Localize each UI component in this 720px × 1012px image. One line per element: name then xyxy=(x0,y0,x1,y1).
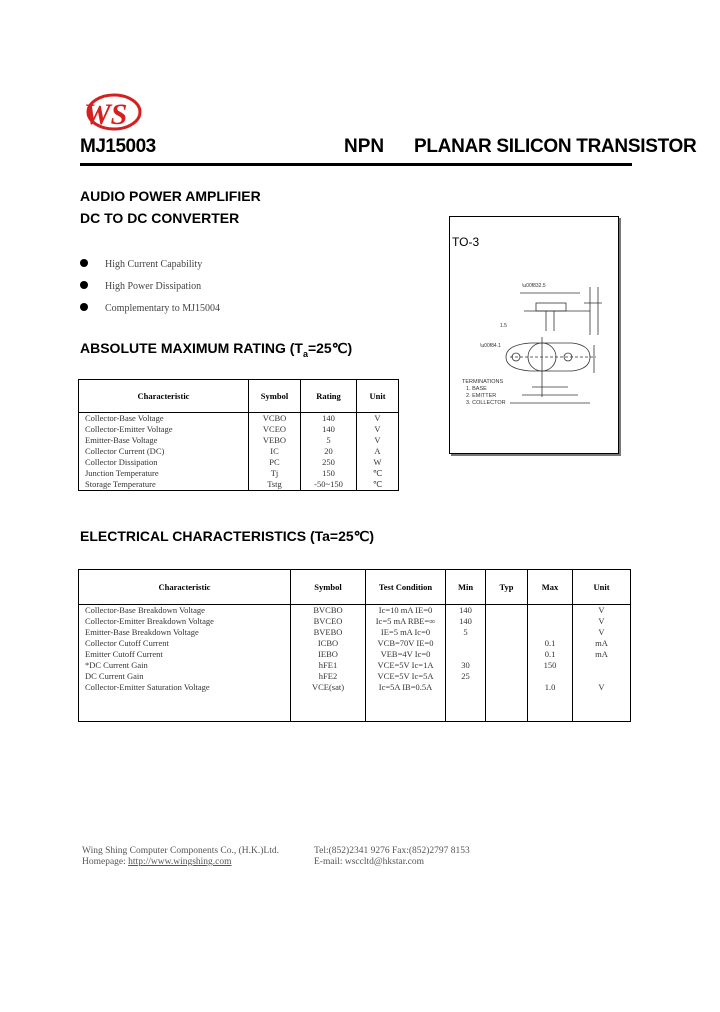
application-1: AUDIO POWER AMPLIFIER xyxy=(80,188,261,204)
package-name: TO-3 xyxy=(452,235,480,249)
termination-item: 2. EMITTER xyxy=(466,393,497,399)
footer-tel-fax: Tel:(852)2341 9276 Fax:(852)2797 8153 xyxy=(314,846,470,856)
polarity: NPN xyxy=(344,136,385,157)
table-header-row xyxy=(79,380,399,413)
feature-list xyxy=(80,256,220,322)
homepage-label: Homepage: xyxy=(82,857,126,867)
table-row: Emitter-Base Voltage VEBO 5 V xyxy=(79,435,399,446)
package-drawing xyxy=(449,216,619,454)
table-row: Emitter Cutoff Current IEBO VEB=4V Ic=0 0.1 mA xyxy=(79,649,631,660)
terminations xyxy=(462,379,506,407)
column-header: Rating xyxy=(301,380,357,413)
column-header: Symbol xyxy=(291,570,366,605)
electrical-title: ELECTRICAL CHARACTERISTICS (Ta=25℃) xyxy=(80,528,375,544)
column-header: Test Condition xyxy=(366,570,446,605)
table-row: Collector-Emitter Breakdown Voltage BVCEO Ic=5 mA RBE=∞ 140 V xyxy=(79,616,631,627)
bullet-icon xyxy=(80,303,88,311)
electrical-table xyxy=(78,569,631,722)
abs-max-table xyxy=(78,379,399,491)
table-row: Emitter-Base Breakdown Voltage BVEBO IE=5 mA Ic=0 5 V xyxy=(79,627,631,638)
termination-item: 3. COLLECTOR xyxy=(466,400,506,406)
column-header: Min xyxy=(446,570,486,605)
table-row: Junction Temperature Tj 150 ℃ xyxy=(79,468,399,479)
table-spacer-row xyxy=(79,693,631,722)
device-description: PLANAR SILICON TRANSISTOR xyxy=(414,136,697,157)
table-row: Collector Dissipation PC 250 W xyxy=(79,457,399,468)
column-header: Symbol xyxy=(249,380,301,413)
application-2: DC TO DC CONVERTER xyxy=(80,210,240,226)
footer-homepage xyxy=(82,857,232,867)
column-header: Max xyxy=(528,570,573,605)
table-row: Collector-Base Breakdown Voltage BVCBO Ic=10 mA IE=0 140 V xyxy=(79,605,631,617)
bullet-icon xyxy=(80,281,88,289)
homepage-link[interactable]: http://www.wingshing.com xyxy=(128,857,232,867)
table-row: Collector-Emitter Voltage VCEO 140 V xyxy=(79,424,399,435)
to3-outline-drawing xyxy=(450,217,618,453)
header-rule xyxy=(80,163,632,166)
company-logo xyxy=(80,92,142,136)
table-row: Collector-Emitter Saturation Voltage VCE(sat) Ic=5A IB=0.5A 1.0 V xyxy=(79,682,631,693)
footer-email xyxy=(314,857,424,867)
table-row: *DC Current Gain hFE1 VCE=5V Ic=1A 30 150 xyxy=(79,660,631,671)
bullet-icon xyxy=(80,259,88,267)
logo-text: WS xyxy=(84,98,128,131)
column-header: Typ xyxy=(486,570,528,605)
feature-item: Complementary to MJ15004 xyxy=(80,300,220,322)
table-row: DC Current Gain hFE2 VCE=5V Ic=5A 25 xyxy=(79,671,631,682)
email-address[interactable]: wsccltd@hkstar.com xyxy=(344,857,425,867)
email-label: E-mail: xyxy=(314,857,343,867)
table-row: Collector-Base Voltage VCBO 140 V xyxy=(79,413,399,425)
svg-text:\u00f84.1: \u00f84.1 xyxy=(480,343,501,349)
termination-item: 1. BASE xyxy=(466,386,487,392)
table-header-row xyxy=(79,570,631,605)
footer-company: Wing Shing Computer Components Co., (H.K.)Ltd. xyxy=(82,846,279,856)
table-row: Storage Temperature Tstg -50~150 ℃ xyxy=(79,479,399,491)
svg-text:1.5: 1.5 xyxy=(500,323,507,329)
table-row: Collector Cutoff Current ICBO VCB=70V IE=0 0.1 mA xyxy=(79,638,631,649)
column-header: Unit xyxy=(357,380,399,413)
column-header: Unit xyxy=(573,570,631,605)
part-number: MJ15003 xyxy=(80,136,156,157)
table-row: Collector Current (DC) IC 20 A xyxy=(79,446,399,457)
column-header: Characteristic xyxy=(79,570,291,605)
column-header: Characteristic xyxy=(79,380,249,413)
abs-max-title: ABSOLUTE MAXIMUM RATING $(T_a=25℃)$ xyxy=(80,340,353,359)
feature-item: High Power Dissipation xyxy=(80,278,220,300)
svg-text:\u00f832.5: \u00f832.5 xyxy=(522,283,546,289)
terminations-title: TERMINATIONS xyxy=(462,379,504,385)
feature-item: High Current Capability xyxy=(80,256,220,278)
